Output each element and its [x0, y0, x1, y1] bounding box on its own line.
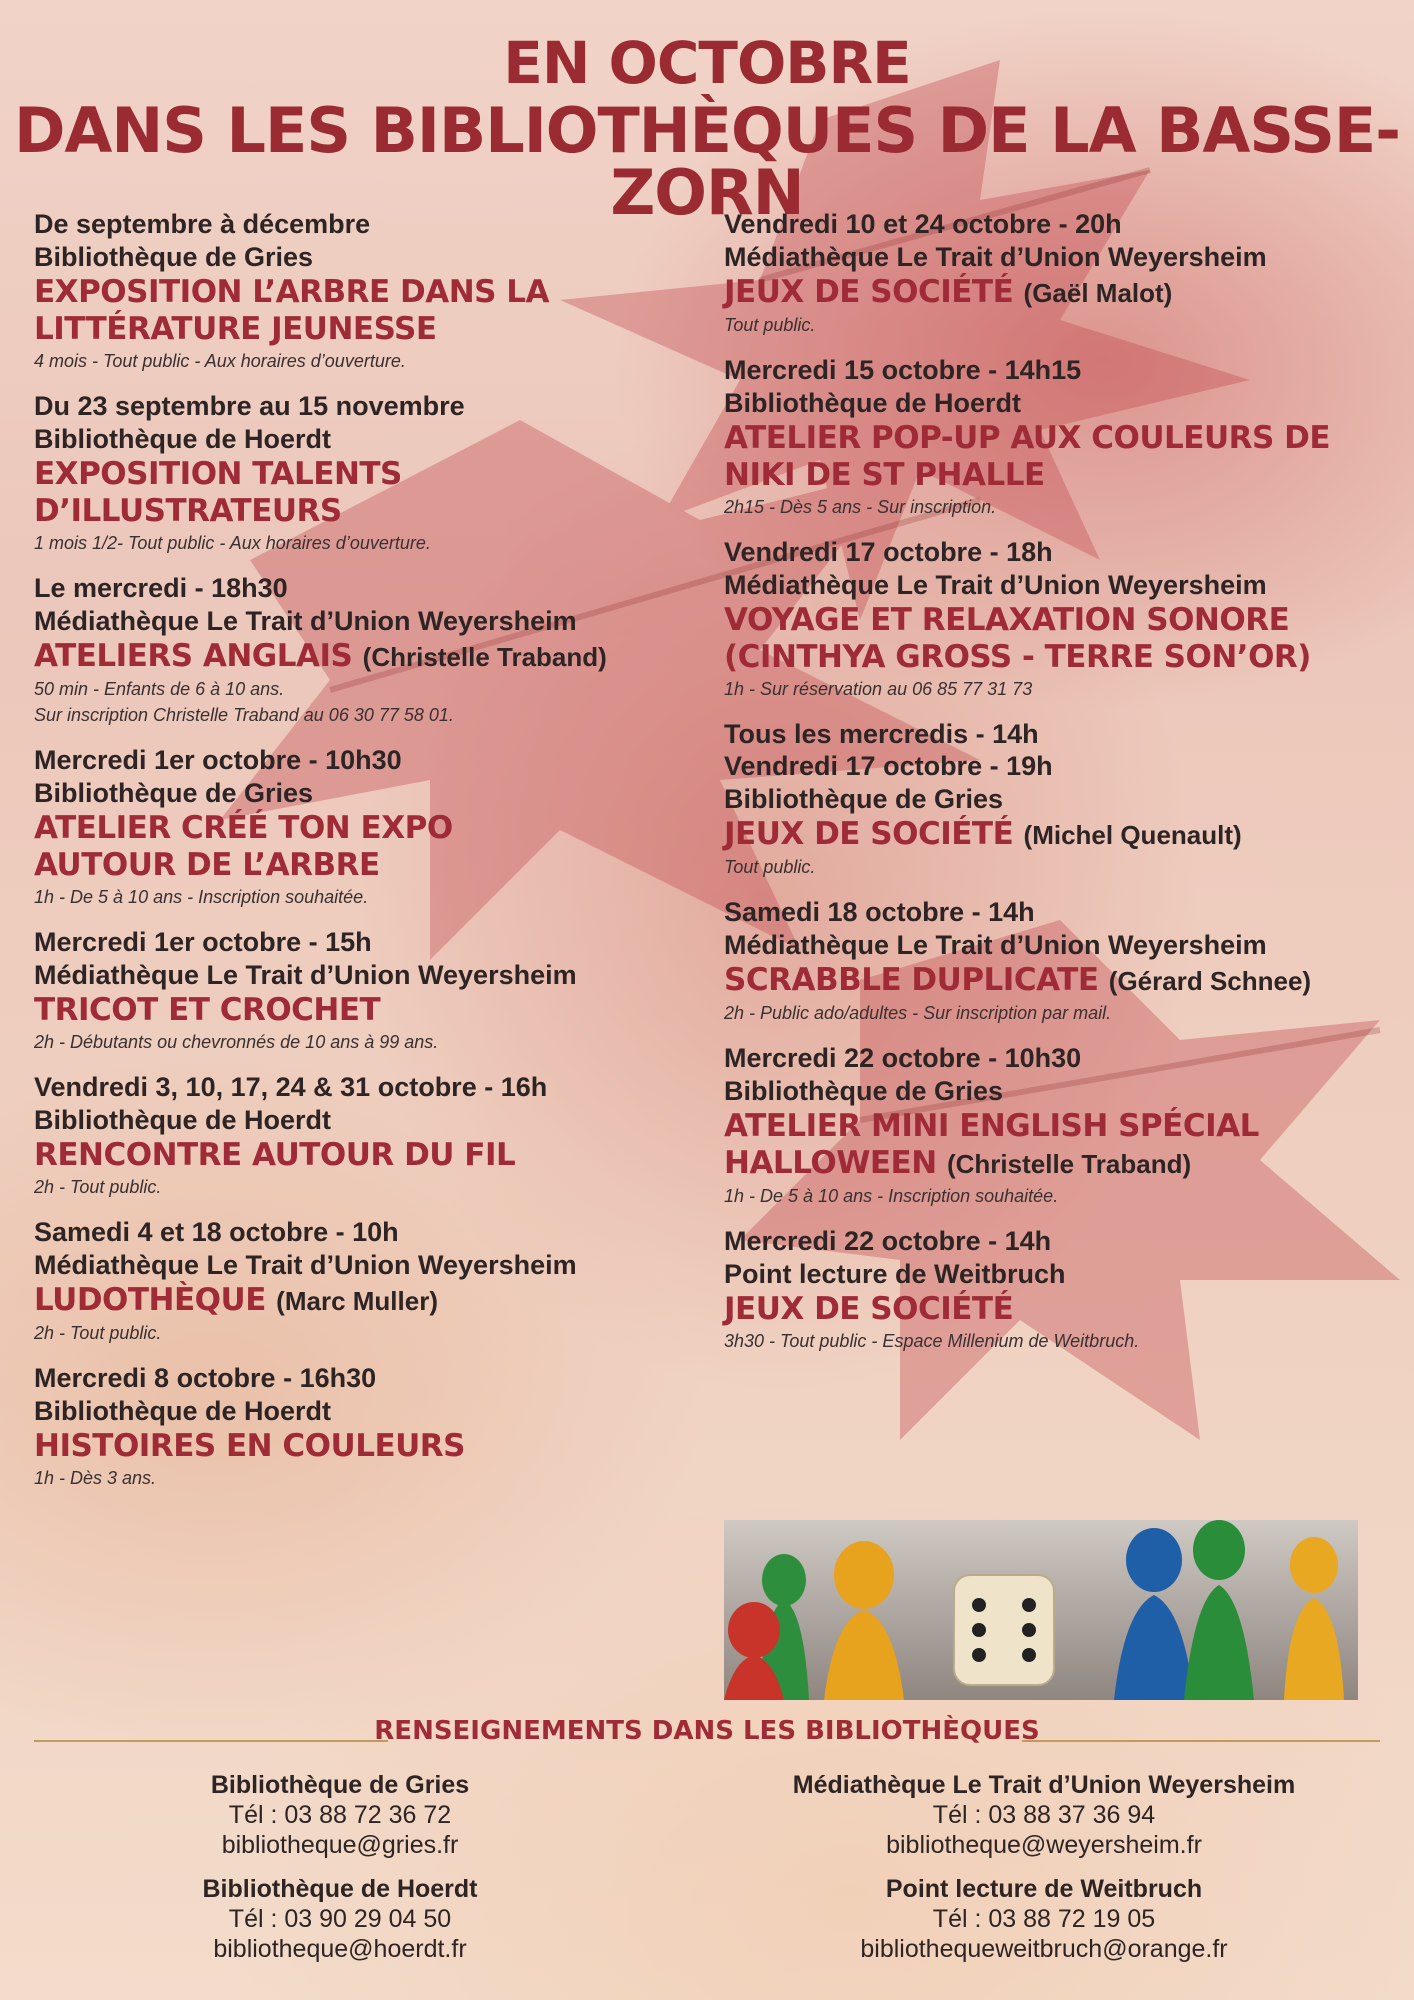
- event-date-2: Vendredi 17 octobre - 19h: [724, 751, 1053, 781]
- event-place: Bibliothèque de Gries: [34, 778, 314, 808]
- title-line-2: DANS LES BIBLIOTHÈQUES DE LA BASSE-ZORN: [13, 94, 1401, 229]
- event-title: LUDOTHÈQUE: [34, 1282, 266, 1318]
- event-title-row: [724, 1108, 1394, 1183]
- event-item: [34, 390, 694, 556]
- event-title: VOYAGE ET RELAXATION SONORE (CINTHYA GROSS - TERRE SON’OR): [724, 602, 1311, 675]
- event-item: [34, 572, 694, 728]
- event-item: [724, 1225, 1394, 1354]
- event-item: [34, 208, 694, 374]
- event-title-row: [724, 816, 1394, 854]
- event-item: [34, 744, 694, 910]
- event-place: Médiathèque Le Trait d’Union Weyersheim: [724, 930, 1267, 960]
- library-phone: Tél : 03 88 37 36 94: [932, 1801, 1156, 1829]
- event-title: JEUX DE SOCIÉTÉ: [724, 274, 1014, 310]
- event-info: Tout public.: [724, 315, 816, 335]
- event-info: 1h - Sur réservation au 06 85 77 31 73: [724, 679, 1033, 699]
- event-guest: (Marc Muller): [276, 1286, 438, 1316]
- event-title: JEUX DE SOCIÉTÉ: [724, 1291, 1014, 1327]
- event-info: 2h15 - Dès 5 ans - Sur inscription.: [724, 497, 997, 517]
- event-guest: (Christelle Traband): [946, 1149, 1192, 1179]
- event-guest: (Gaël Malot): [1023, 278, 1173, 308]
- info-heading-text: RENSEIGNEMENTS DANS LES BIBLIOTHÈQUES: [374, 1716, 1040, 1746]
- event-place: Médiathèque Le Trait d’Union Weyersheim: [34, 606, 577, 636]
- event-date: Mercredi 8 octobre - 16h30: [34, 1363, 377, 1393]
- event-item: [34, 1216, 694, 1346]
- event-place: Bibliothèque de Hoerdt: [34, 1105, 331, 1135]
- event-title: SCRABBLE DUPLICATE: [724, 962, 1099, 998]
- event-place: Bibliothèque de Hoerdt: [34, 1396, 331, 1426]
- event-date: Mercredi 22 octobre - 10h30: [724, 1043, 1082, 1073]
- event-info: 2h - Débutants ou chevronnés de 10 ans à 99 ans.: [34, 1032, 439, 1052]
- event-title: JEUX DE SOCIÉTÉ: [724, 816, 1014, 852]
- event-item: [724, 354, 1394, 520]
- event-info: 3h30 - Tout public - Espace Millenium de Weitbruch.: [724, 1331, 1140, 1351]
- event-place: Bibliothèque de Hoerdt: [34, 424, 331, 454]
- event-date: Le mercredi - 18h30: [34, 573, 288, 603]
- event-item: [34, 926, 694, 1055]
- contacts-right: [744, 1770, 1344, 1978]
- library-phone: Tél : 03 88 72 36 72: [228, 1801, 452, 1829]
- event-info: 1h - De 5 à 10 ans - Inscription souhaitée.: [724, 1186, 1059, 1206]
- event-info: 2h - Tout public.: [34, 1177, 162, 1197]
- event-item: [724, 718, 1394, 880]
- library-name: Bibliothèque de Gries: [210, 1771, 470, 1799]
- event-place: Médiathèque Le Trait d’Union Weyersheim: [724, 570, 1267, 600]
- contact-block: [744, 1770, 1344, 1860]
- event-title: ATELIER CRÉÉ TON EXPO AUTOUR DE L’ARBRE: [34, 810, 453, 883]
- event-date: Vendredi 3, 10, 17, 24 & 31 octobre - 16h: [34, 1072, 548, 1102]
- event-place: Médiathèque Le Trait d’Union Weyersheim: [724, 242, 1267, 272]
- event-date: Samedi 4 et 18 octobre - 10h: [34, 1217, 399, 1247]
- library-phone: Tél : 03 90 29 04 50: [228, 1905, 452, 1933]
- event-date: Mercredi 22 octobre - 14h: [724, 1226, 1052, 1256]
- event-info: 1h - De 5 à 10 ans - Inscription souhaitée.: [34, 887, 369, 907]
- event-info: 1h - Dès 3 ans.: [34, 1468, 157, 1488]
- event-title-row: [724, 962, 1394, 1000]
- event-date: Tous les mercredis - 14h: [724, 719, 1039, 749]
- event-info: 4 mois - Tout public - Aux horaires d’ouverture.: [34, 351, 406, 371]
- event-item: [34, 1362, 694, 1491]
- event-date: Samedi 18 octobre - 14h: [724, 897, 1035, 927]
- library-name: Médiathèque Le Trait d’Union Weyersheim: [792, 1771, 1296, 1799]
- event-item: [34, 1071, 694, 1200]
- event-place: Bibliothèque de Hoerdt: [724, 388, 1021, 418]
- library-email: bibliotheque@gries.fr: [221, 1831, 459, 1859]
- event-title: HISTOIRES EN COULEURS: [34, 1428, 465, 1464]
- library-email: bibliotheque@hoerdt.fr: [213, 1935, 467, 1963]
- event-title-row: [34, 1282, 694, 1320]
- event-place: Bibliothèque de Gries: [724, 784, 1004, 814]
- library-name: Point lecture de Weitbruch: [885, 1875, 1203, 1903]
- board-game-photo: [724, 1520, 1358, 1700]
- event-date: Vendredi 10 et 24 octobre - 20h: [724, 209, 1122, 239]
- event-info: 2h - Public ado/adultes - Sur inscription par mail.: [724, 1003, 1112, 1023]
- event-item: [724, 1042, 1394, 1209]
- library-email: bibliothequeweitbruch@orange.fr: [860, 1935, 1228, 1963]
- library-name: Bibliothèque de Hoerdt: [202, 1875, 478, 1903]
- event-date: De septembre à décembre: [34, 209, 371, 239]
- event-info: 50 min - Enfants de 6 à 10 ans.: [34, 679, 285, 699]
- contact-block: [744, 1874, 1344, 1964]
- library-email: bibliotheque@weyersheim.fr: [886, 1831, 1202, 1859]
- event-title: TRICOT ET CROCHET: [34, 992, 381, 1028]
- event-date: Mercredi 15 octobre - 14h15: [724, 355, 1082, 385]
- right-column: [724, 208, 1394, 1370]
- event-title-row: [34, 638, 694, 676]
- event-guest: (Gérard Schnee): [1108, 966, 1312, 996]
- event-title: ATELIER POP-UP AUX COULEURS DE NIKI DE ST PHALLE: [724, 420, 1331, 493]
- event-item: [724, 536, 1394, 702]
- event-place: Point lecture de Weitbruch: [724, 1259, 1066, 1289]
- pawns-and-dice-icon: [724, 1520, 1358, 1700]
- title-line-1: EN OCTOBRE: [503, 29, 911, 97]
- event-title: ATELIERS ANGLAIS: [34, 638, 353, 674]
- contacts-left: [60, 1770, 620, 1978]
- contact-block: [60, 1770, 620, 1860]
- event-date: Mercredi 1er octobre - 10h30: [34, 745, 402, 775]
- event-title: EXPOSITION TALENTS D’ILLUSTRATEURS: [34, 456, 402, 529]
- contact-block: [60, 1874, 620, 1964]
- event-guest: (Christelle Traband): [362, 642, 607, 672]
- event-date: Du 23 septembre au 15 novembre: [34, 391, 465, 421]
- event-date: Vendredi 17 octobre - 18h: [724, 537, 1053, 567]
- event-place: Bibliothèque de Gries: [724, 1076, 1004, 1106]
- event-title: ATELIER MINI ENGLISH SPÉCIAL HALLOWEEN: [724, 1108, 1259, 1181]
- left-column: [34, 208, 694, 1507]
- event-place: Médiathèque Le Trait d’Union Weyersheim: [34, 1250, 577, 1280]
- event-title: RENCONTRE AUTOUR DU FIL: [34, 1137, 516, 1173]
- page-title: [0, 29, 1414, 229]
- library-phone: Tél : 03 88 72 19 05: [932, 1905, 1156, 1933]
- event-place: Médiathèque Le Trait d’Union Weyersheim: [34, 960, 577, 990]
- event-date: Mercredi 1er octobre - 15h: [34, 927, 372, 957]
- event-info: 2h - Tout public.: [34, 1323, 162, 1343]
- event-title-row: [724, 274, 1394, 312]
- event-item: [724, 208, 1394, 338]
- event-info-2: Sur inscription Christelle Traband au 06 30 77 58 01.: [34, 705, 454, 725]
- info-heading: [34, 1716, 1380, 1756]
- event-info: 1 mois 1/2- Tout public - Aux horaires d’ouverture.: [34, 533, 431, 553]
- event-item: [724, 896, 1394, 1026]
- event-info: Tout public.: [724, 857, 816, 877]
- event-guest: (Michel Quenault): [1023, 820, 1242, 850]
- event-title: EXPOSITION L’ARBRE DANS LA LITTÉRATURE JEUNESSE: [34, 274, 550, 347]
- event-place: Bibliothèque de Gries: [34, 242, 314, 272]
